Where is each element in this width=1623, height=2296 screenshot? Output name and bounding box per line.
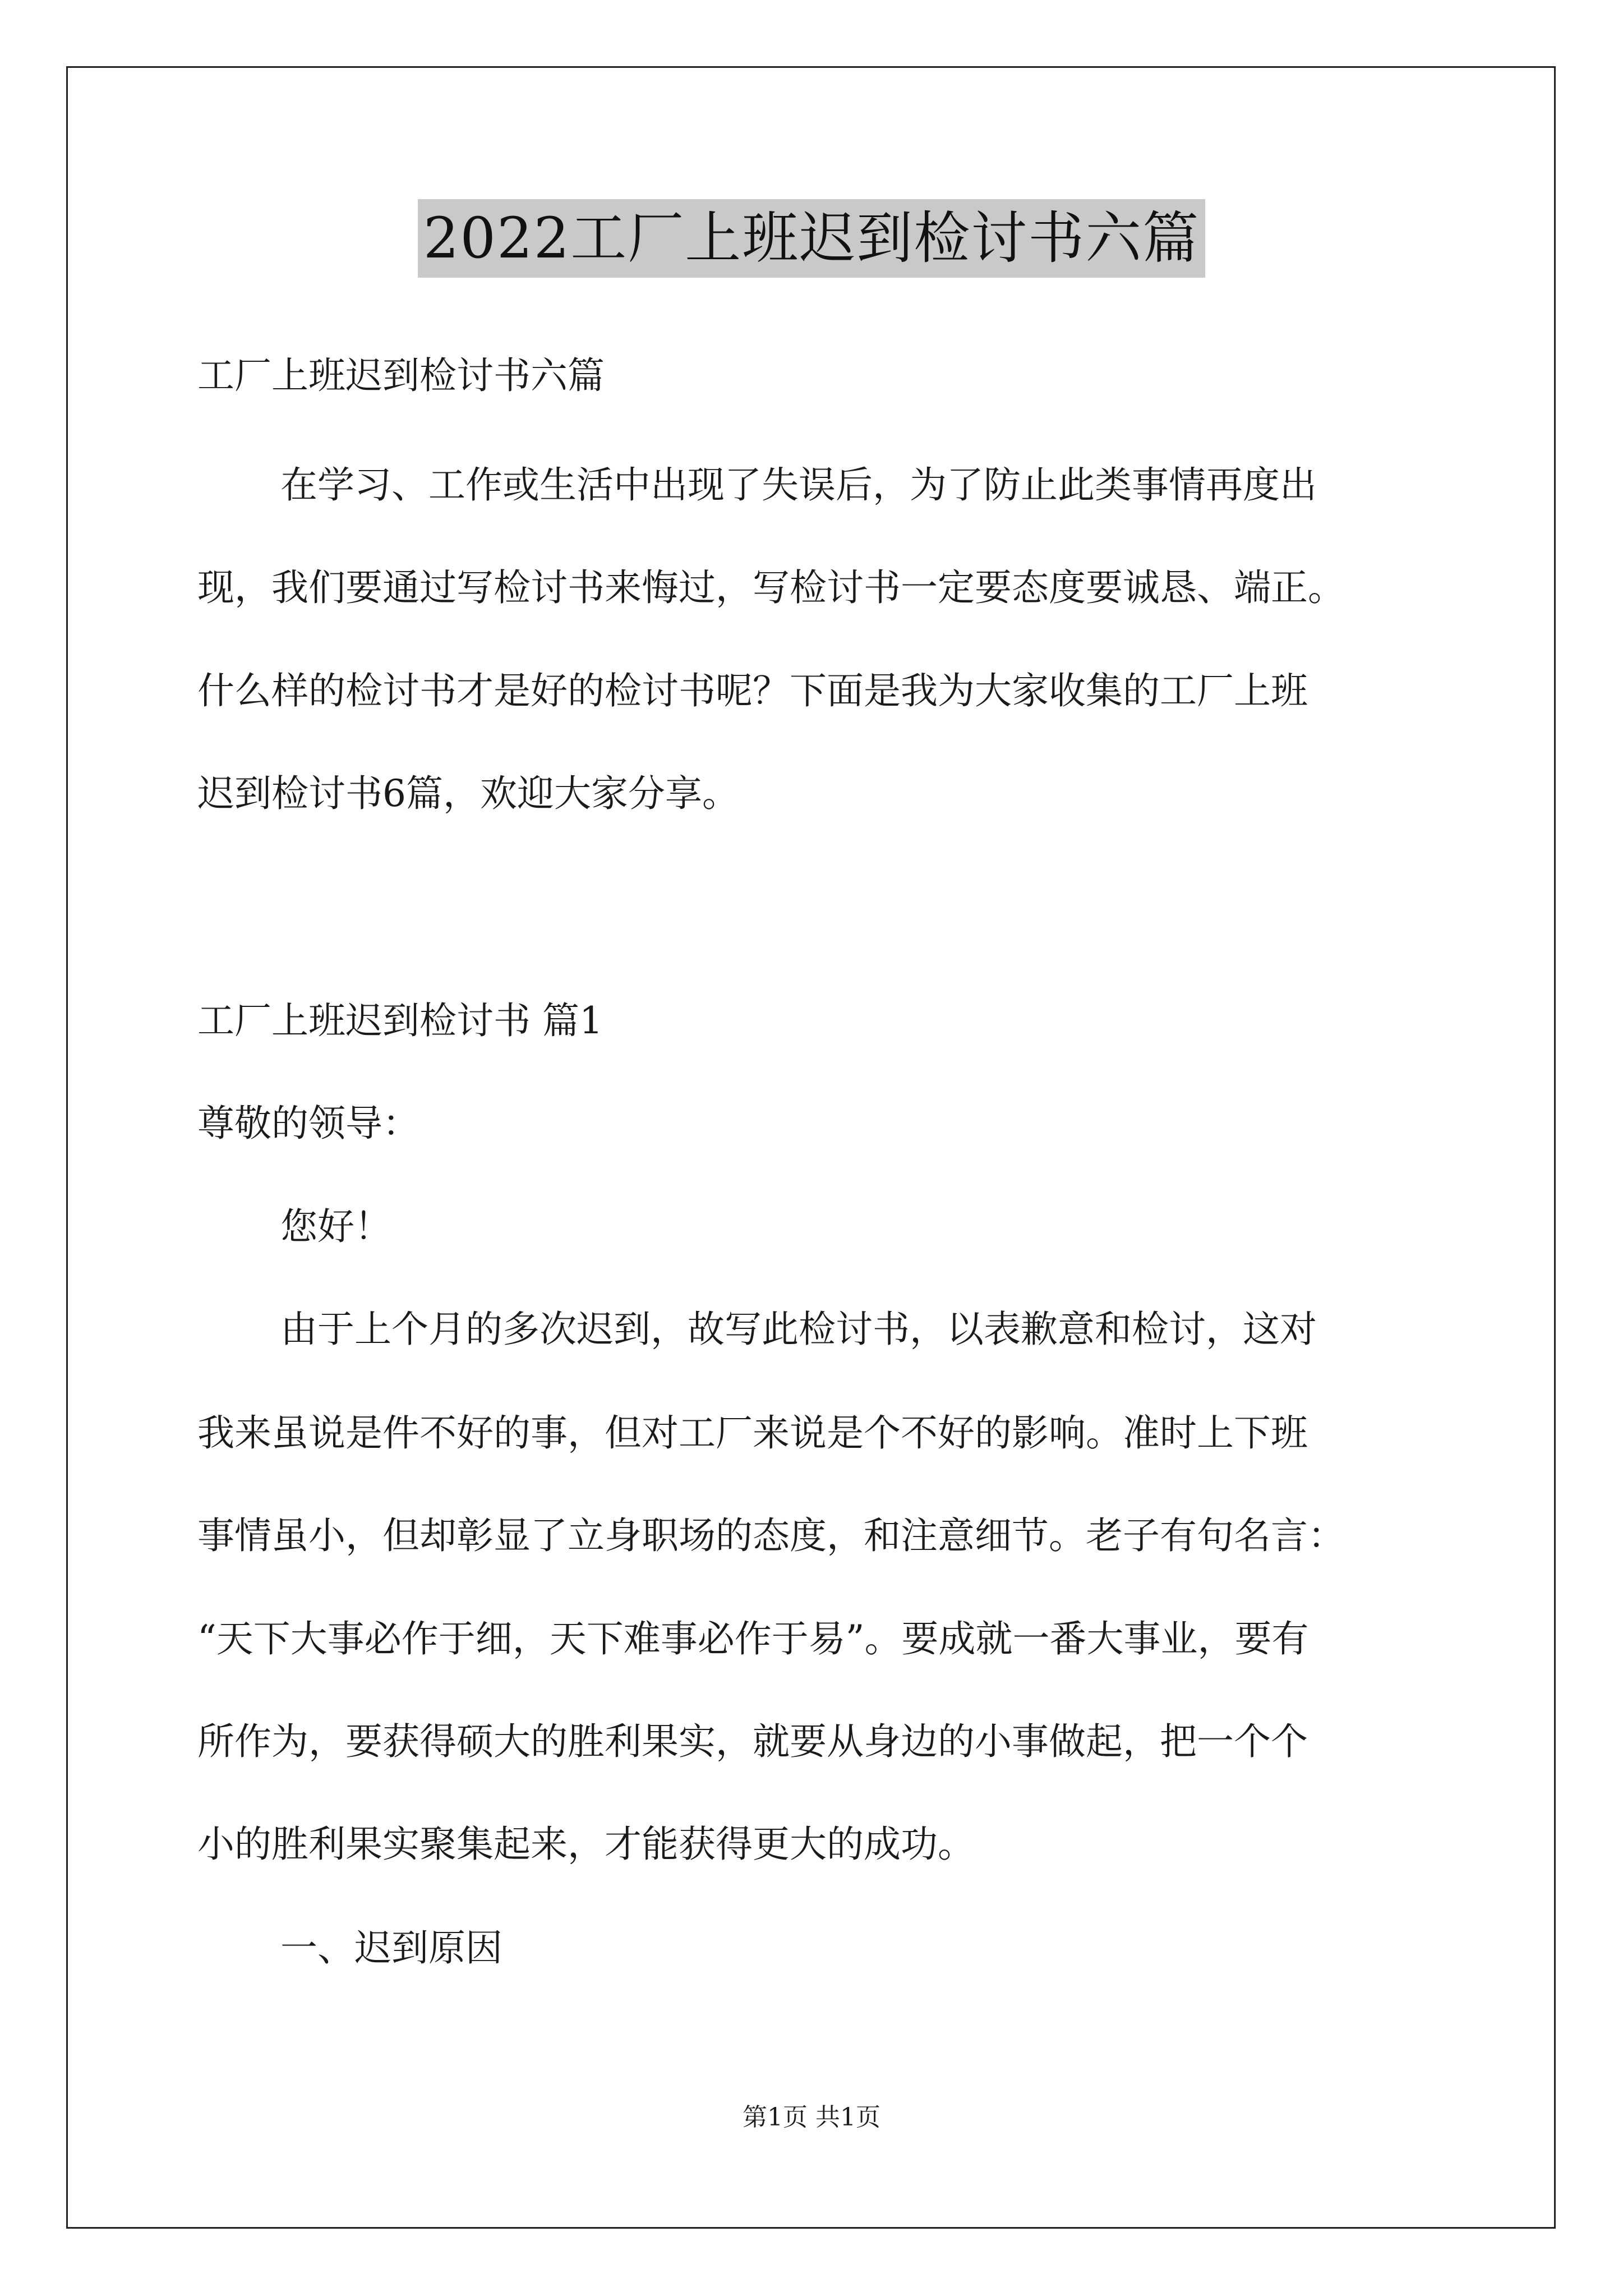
- body-line-6: 小的胜利果实聚集起来，才能获得更大的成功。: [197, 1823, 975, 1866]
- document-title: 2022工厂上班迟到检讨书六篇: [418, 199, 1206, 278]
- document-subtitle: 工厂上班迟到检讨书六篇: [197, 354, 605, 397]
- body-line-1: 由于上个月的多次迟到，故写此检讨书，以表歉意和检讨，这对: [280, 1308, 1317, 1351]
- greeting: 您好！: [280, 1205, 391, 1248]
- section-heading: 工厂上班迟到检讨书 篇1: [197, 999, 603, 1042]
- body-line-5: 所作为，要获得硕大的胜利果实，就要从身边的小事做起，把一个个: [197, 1720, 1308, 1763]
- page-number-footer: 第1页 共1页: [743, 2103, 880, 2132]
- subheading: 一、迟到原因: [280, 1926, 502, 1970]
- body-line-2: 我来虽说是件不好的事，但对工厂来说是个不好的影响。准时上下班: [197, 1411, 1308, 1455]
- intro-line-2: 现，我们要通过写检讨书来悔过，写检讨书一定要态度要诚恳、端正。: [197, 566, 1345, 609]
- intro-line-1: 在学习、工作或生活中出现了失误后，为了防止此类事情再度出: [280, 463, 1317, 507]
- intro-line-4: 迟到检讨书6篇，欢迎大家分享。: [197, 772, 739, 815]
- body-line-4: “天下大事必作于细，天下难事必作于易”。要成就一番大事业，要有: [197, 1617, 1309, 1660]
- salutation: 尊敬的领导：: [197, 1102, 419, 1145]
- body-line-3: 事情虽小，但却彰显了立身职场的态度，和注意细节。老子有句名言：: [197, 1514, 1345, 1557]
- intro-line-3: 什么样的检讨书才是好的检讨书呢？下面是我为大家收集的工厂上班: [197, 669, 1308, 712]
- title-container: [0, 199, 1623, 278]
